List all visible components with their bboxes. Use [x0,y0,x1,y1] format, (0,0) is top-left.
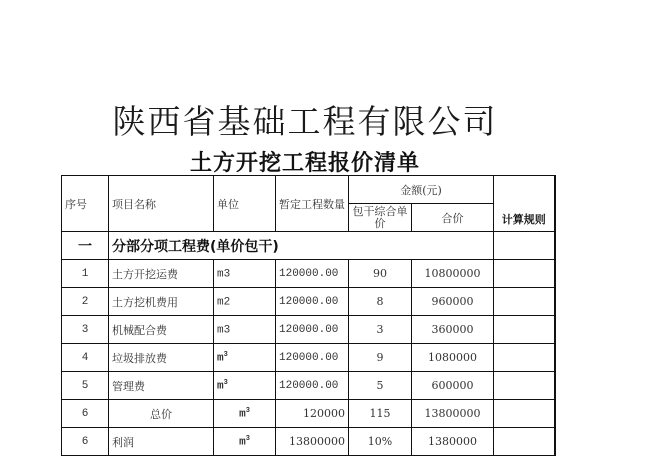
header-unit-price: 包干综合单价 [349,204,412,232]
row-index: 3 [62,316,109,344]
header-row-1 [62,176,555,204]
document-title: 土方开挖工程报价清单 [189,151,420,176]
header-calc-rule: 计算规则 [494,176,555,232]
section-number: 一 [62,232,109,260]
row-total: 10800000 [412,260,494,288]
header-quantity: 暂定工程数量 [276,176,349,232]
section-row [62,232,555,260]
header-amount-group: 金额(元) [349,176,494,204]
row-rule [494,372,555,400]
header-item-name: 项目名称 [109,176,214,232]
row-rule [494,400,555,428]
table-row [62,316,555,344]
row-rule [494,288,555,316]
row-quantity: 13800000 [276,428,349,456]
row-name: 总价 [109,400,214,428]
row-unit: $m^3$ [214,400,276,428]
row-unit: m3 [214,316,276,344]
row-unit: m3 [214,260,276,288]
row-quantity: 120000.00 [276,316,349,344]
row-total: 960000 [412,288,494,316]
row-total: 1080000 [412,344,494,372]
row-unit: $m^3$ [214,344,276,372]
company-name: 陕西省基础工程有限公司 [112,102,498,141]
row-quantity: 120000.00 [276,288,349,316]
row-unit: $m^3$ [214,428,276,456]
row-quantity: 120000 [276,400,349,428]
row-name: 土方开挖运费 [109,260,214,288]
row-unit-price: 90 [349,260,412,288]
row-index: 4 [62,344,109,372]
table-row [62,344,555,372]
table-row [62,372,555,400]
section-rule-cell [494,232,555,260]
summary-row-total [62,400,555,428]
table-row [62,260,555,288]
row-unit: $m^3$ [214,372,276,400]
row-quantity: 120000.00 [276,344,349,372]
row-unit-price: 8 [349,288,412,316]
row-index: 2 [62,288,109,316]
header-index: 序号 [62,176,109,232]
row-rule [494,260,555,288]
row-index: 6 [62,400,109,428]
row-quantity: 120000.00 [276,260,349,288]
quote-table [61,175,556,456]
row-total: 360000 [412,316,494,344]
row-unit-price: 9 [349,344,412,372]
row-unit-price: 115 [349,400,412,428]
header-unit: 单位 [214,176,276,232]
row-total: 1380000 [412,428,494,456]
row-index: 1 [62,260,109,288]
row-unit-price: 3 [349,316,412,344]
row-name: 土方挖机费用 [109,288,214,316]
row-name: 垃圾排放费 [109,344,214,372]
row-unit-price: 10% [349,428,412,456]
table-row [62,288,555,316]
summary-row-profit [62,428,555,456]
row-quantity: 120000.00 [276,372,349,400]
row-unit-price: 5 [349,372,412,400]
row-total: 13800000 [412,400,494,428]
section-title: 分部分项工程费(单价包干) [109,232,494,260]
header-total-price: 合价 [412,204,494,232]
row-rule [494,316,555,344]
row-name: 机械配合费 [109,316,214,344]
row-name: 利润 [109,428,214,456]
row-rule [494,428,555,456]
row-unit: m2 [214,288,276,316]
row-rule [494,344,555,372]
row-total: 600000 [412,372,494,400]
row-index: 5 [62,372,109,400]
row-index: 6 [62,428,109,456]
row-name: 管理费 [109,372,214,400]
